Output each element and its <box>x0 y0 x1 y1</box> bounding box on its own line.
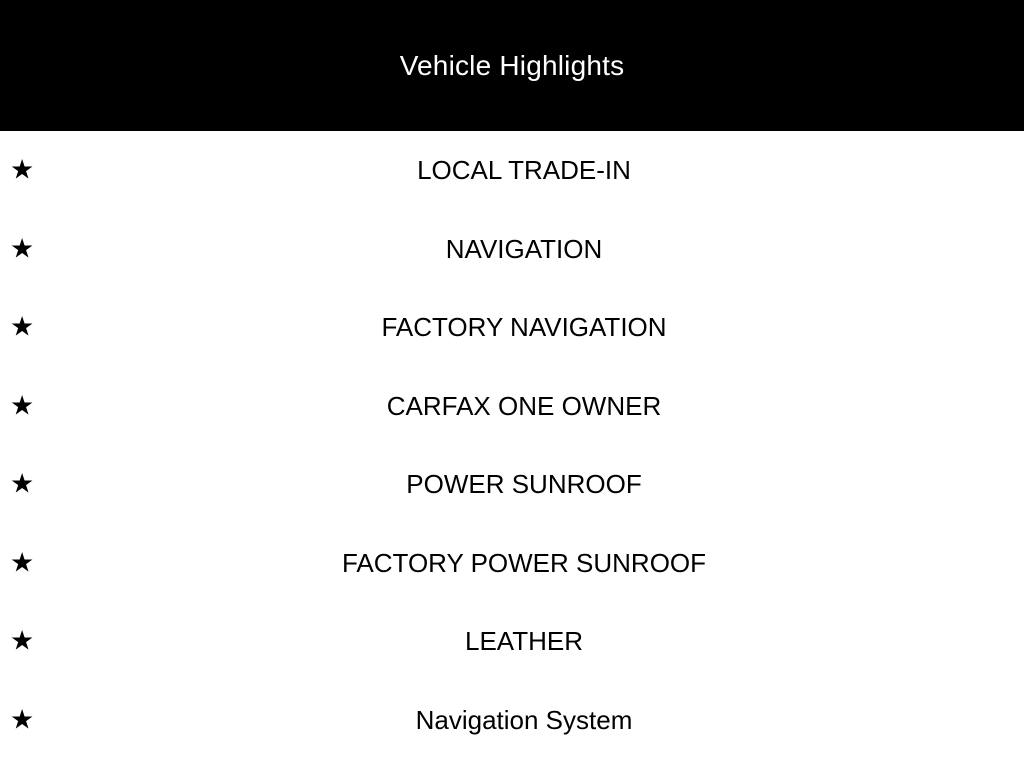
star-icon: ★ <box>10 154 35 185</box>
list-item <box>0 210 1024 289</box>
highlight-label: CARFAX ONE OWNER <box>386 390 662 421</box>
star-icon: ★ <box>10 625 35 656</box>
list-item <box>0 367 1024 446</box>
list-item <box>0 131 1024 210</box>
star-icon: ★ <box>10 390 35 421</box>
star-icon: ★ <box>10 468 35 499</box>
star-icon: ★ <box>10 233 35 264</box>
highlight-label: LEATHER <box>465 626 583 657</box>
star-icon: ★ <box>10 704 35 735</box>
list-item <box>0 524 1024 603</box>
highlight-label: NAVIGATION <box>445 233 603 264</box>
list-item <box>0 445 1024 524</box>
list-item <box>0 288 1024 367</box>
highlight-label: FACTORY NAVIGATION <box>381 312 667 343</box>
list-item <box>0 602 1024 681</box>
highlight-label: LOCAL TRADE-IN <box>417 155 631 186</box>
list-item <box>0 681 1024 760</box>
highlight-label: Navigation System <box>415 704 633 735</box>
page-header <box>0 0 1024 131</box>
highlights-list <box>0 131 1024 759</box>
highlight-label: POWER SUNROOF <box>406 469 642 500</box>
star-icon: ★ <box>10 547 35 578</box>
page-title: Vehicle Highlights <box>399 49 625 81</box>
star-icon: ★ <box>10 311 35 342</box>
highlight-label: FACTORY POWER SUNROOF <box>341 547 707 578</box>
